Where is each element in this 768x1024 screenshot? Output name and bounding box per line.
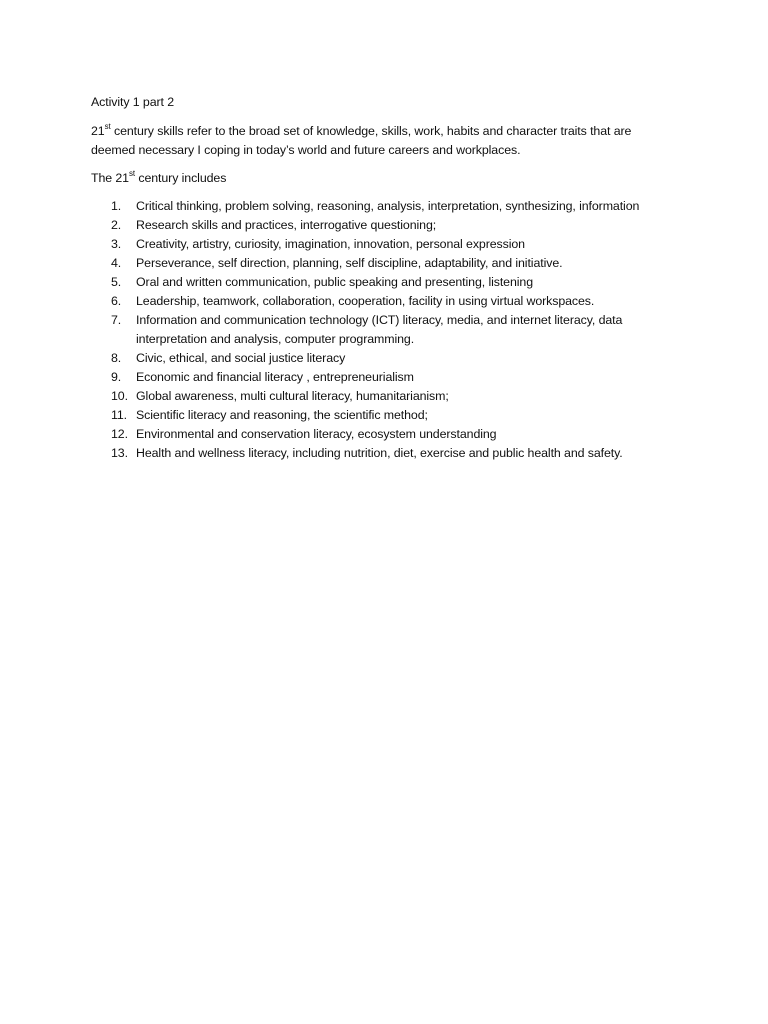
list-item-number: 6.: [111, 294, 122, 308]
list-item-number: 2.: [111, 218, 122, 232]
list-item-text: Scientific literacy and reasoning, the scientific method;: [136, 408, 428, 422]
list-item: [91, 444, 691, 463]
list-item-text: Environmental and conservation literacy, ecosystem understanding: [136, 427, 497, 441]
list-item: [91, 292, 691, 311]
list-item-number: 13.: [111, 446, 128, 460]
list-item-text: Information and communication technology (ICT) literacy, media, and internet literacy, data interpretation and analysis, computer programming.: [136, 313, 623, 346]
list-item: [91, 349, 691, 368]
list-item-text: Civic, ethical, and social justice literacy: [136, 351, 346, 365]
list-item-number: 1.: [111, 199, 122, 213]
document-body: [91, 93, 691, 463]
list-item: [91, 387, 691, 406]
list-item: [91, 425, 691, 444]
list-item-text: Health and wellness literacy, including nutrition, diet, exercise and public health and safety.: [136, 446, 623, 460]
list-item-text: Leadership, teamwork, collaboration, cooperation, facility in using virtual workspaces.: [136, 294, 595, 308]
list-item-text: Oral and written communication, public speaking and presenting, listening: [136, 275, 533, 289]
intro-text-line1: century skills refer to the broad set of knowledge, skills, work, habits and character traits that are: [110, 124, 632, 138]
intro-text-line2: deemed necessary I coping in today’s world and future careers and workplaces.: [91, 143, 521, 157]
list-item-text: Global awareness, multi cultural literacy, humanitarianism;: [136, 389, 449, 403]
list-item-number: 9.: [111, 370, 122, 384]
list-item-number: 12.: [111, 427, 128, 441]
list-item-number: 10.: [111, 389, 128, 403]
list-item-text: Research skills and practices, interrogative questioning;: [136, 218, 437, 232]
list-item-number: 11.: [111, 408, 128, 422]
list-item-text: Creativity, artistry, curiosity, imagination, innovation, personal expression: [136, 237, 525, 251]
list-lead-suffix: century includes: [135, 171, 227, 185]
list-item-number: 8.: [111, 351, 122, 365]
intro-paragraph: [91, 122, 691, 160]
list-item-text: Economic and financial literacy , entrepreneurialism: [136, 370, 414, 384]
list-item-number: 3.: [111, 237, 122, 251]
list-item-number: 5.: [111, 275, 122, 289]
list-item: [91, 368, 691, 387]
list-lead-prefix: The 21: [91, 171, 129, 185]
list-item-number: 4.: [111, 256, 122, 270]
list-lead: [91, 169, 691, 188]
list-item: [91, 216, 691, 235]
list-item: [91, 273, 691, 292]
list-item-text: Critical thinking, problem solving, reasoning, analysis, interpretation, synthesizing, information: [136, 199, 640, 213]
list-item-number: 7.: [111, 313, 122, 327]
intro-number: 21: [91, 124, 105, 138]
list-item: [91, 311, 691, 349]
list-item: [91, 406, 691, 425]
list-item-text: Perseverance, self direction, planning, self discipline, adaptability, and initiative.: [136, 256, 563, 270]
list-item: [91, 254, 691, 273]
list-item: [91, 197, 691, 216]
intro-superscript: st: [104, 121, 111, 131]
list-item: [91, 235, 691, 254]
document-heading: Activity 1 part 2: [91, 95, 175, 109]
list-lead-superscript: st: [128, 168, 136, 178]
skills-list: [91, 197, 691, 463]
